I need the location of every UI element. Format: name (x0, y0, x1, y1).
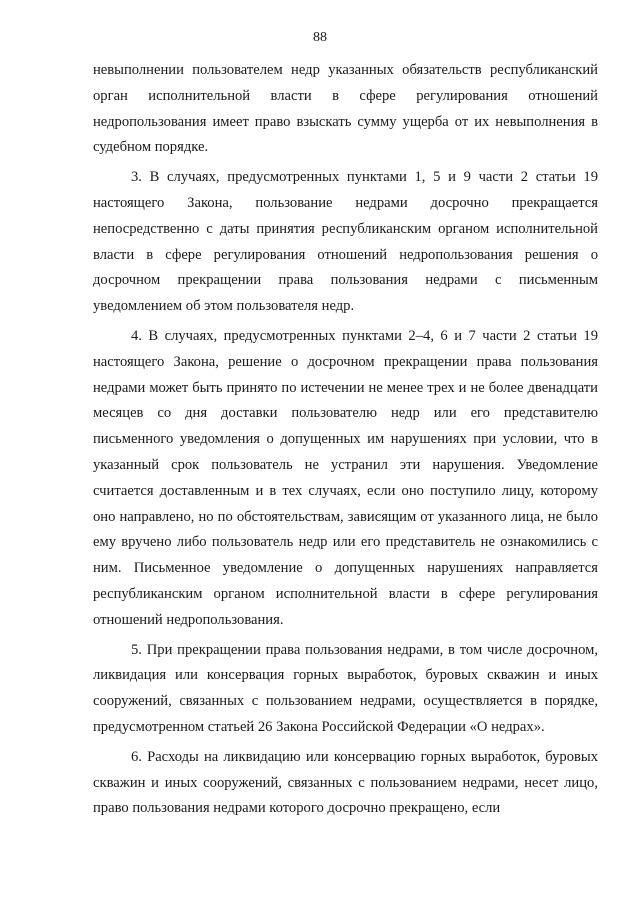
document-body (93, 58, 598, 822)
paragraph-continuation: невыполнении пользователем недр указанных обязательств республиканский орган исполнительной власти в сфере регулирования отношений недропользования имеет право взыскать сумму ущерба от их невыполнения в судебном порядке. (93, 62, 598, 156)
paragraph-item-5: 5. При прекращении права пользования недрами, в том числе досрочном, ликвидация или консервация горных выработок, буровых скважин и иных сооружений, связанных с пользованием недрами, осуществляется в порядке, предусмотренном статьей 26 Закона Российской Федерации «О недрах». (93, 641, 598, 735)
paragraph-item-6: 6. Расходы на ликвидацию или консервацию горных выработок, буровых скважин и иных сооружений, связанных с пользованием недрами, несет лицо, право пользования недрами которого досрочно прекращено, если (93, 748, 598, 817)
page-number: 88 (313, 30, 327, 45)
paragraph-item-3: 3. В случаях, предусмотренных пунктами 1, 5 и 9 части 2 статьи 19 настоящего Закона, пользование недрами досрочно прекращается непосредственно с даты принятия республиканским органом исполнительной власти в сфере регулирования отношений недропользования решения о досрочном прекращении права пользования недрами с письменным уведомлением об этом пользователя недр. (93, 169, 598, 315)
paragraph-item-4: 4. В случаях, предусмотренных пунктами 2–4, 6 и 7 части 2 статьи 19 настоящего Закона, решение о досрочном прекращении права пользования недрами может быть принято по истечении не менее трех и не более двенадцати месяцев со дня доставки пользователю недр или его представителю письменного уведомления о допущенных им нарушениях при условии, что в указанный срок пользователь не устранил эти нарушения. Уведомление считается доставленным и в тех случаях, если оно поступило лицу, которому оно направлено, но по обстоятельствам, зависящим от указанного лица, не было ему вручено либо пользователь недр или его представитель не ознакомились с ним. Письменное уведомление о допущенных нарушениях направляется республиканским органом исполнительной власти в сфере регулирования отношений недропользования. (93, 327, 598, 628)
